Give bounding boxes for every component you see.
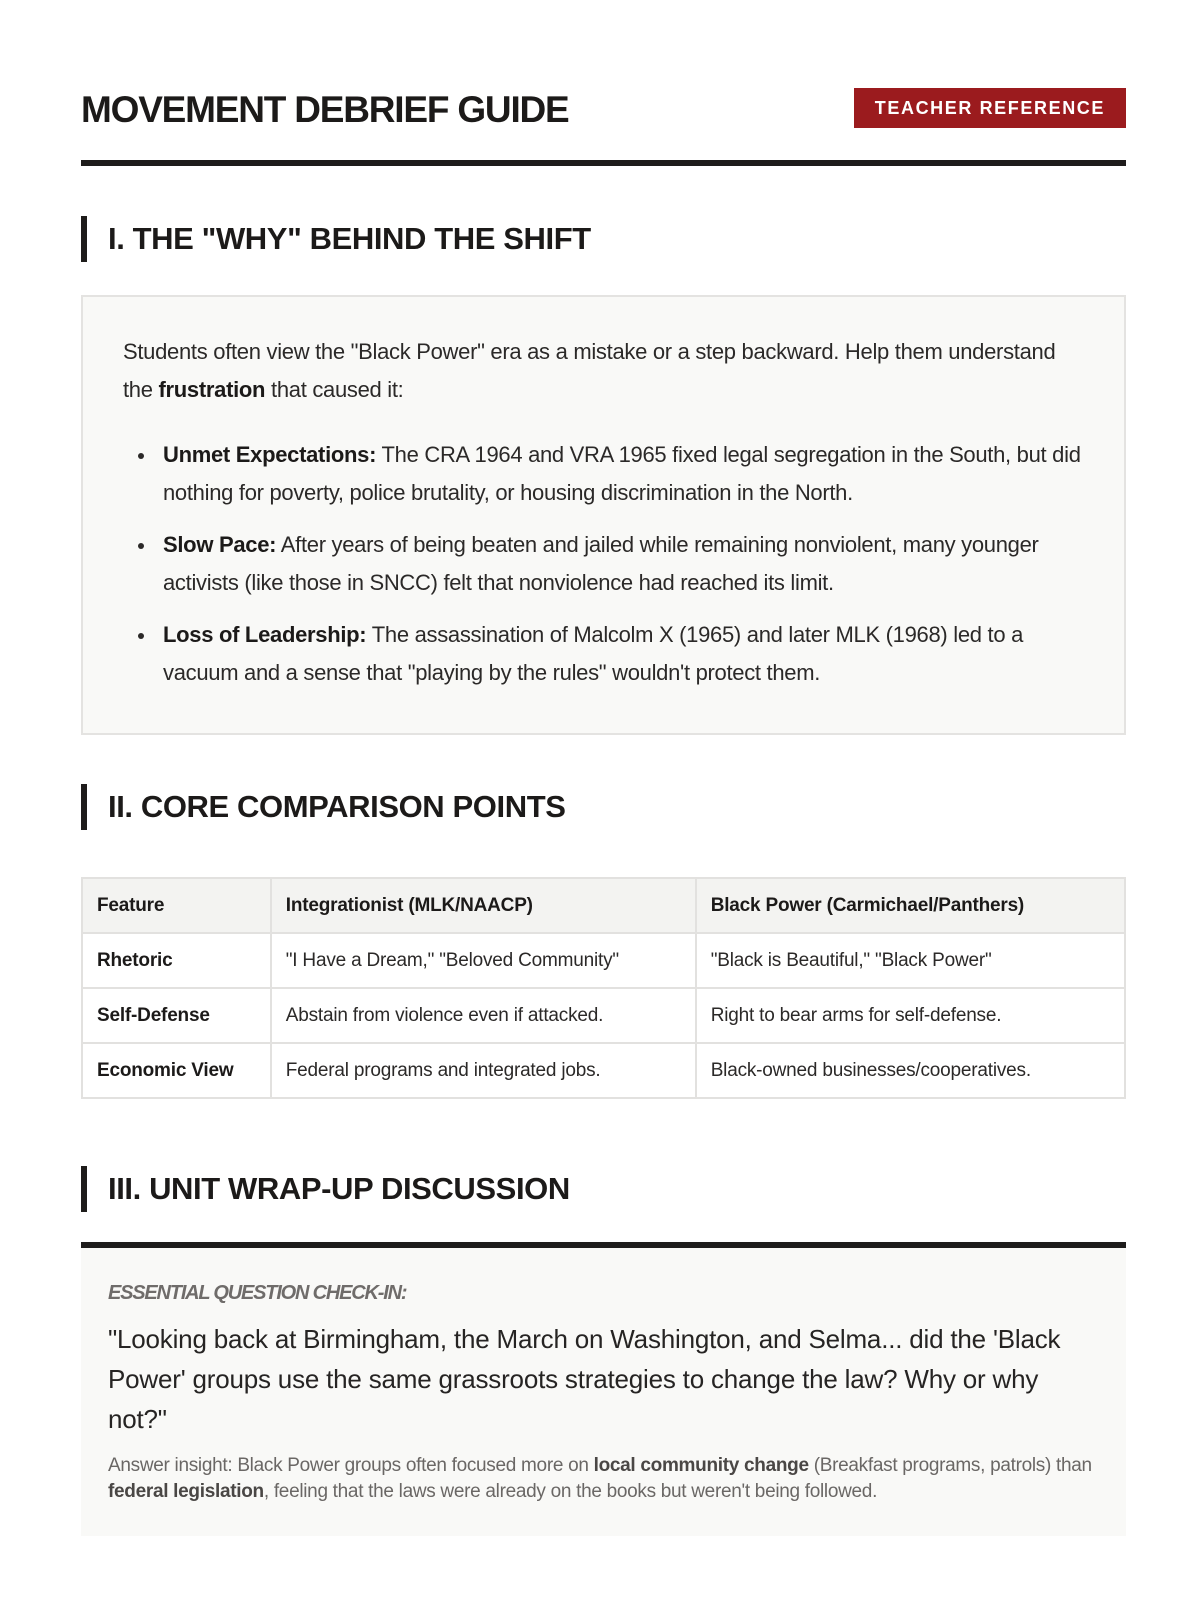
integrationist-cell: "I Have a Dream," "Beloved Community" xyxy=(271,933,696,988)
column-header-black-power: Black Power (Carmichael/Panthers) xyxy=(696,878,1125,933)
bullet-label: Unmet Expectations: xyxy=(163,442,377,467)
document-header xyxy=(81,84,1126,136)
column-header-feature: Feature xyxy=(82,878,271,933)
comparison-table xyxy=(81,877,1126,1099)
bullet-text: The assassination of Malcolm X (1965) and later MLK (1968) led to a vacuum and a sense that "playing by the rules" wouldn't protect them. xyxy=(163,622,1024,685)
black-power-cell: "Black is Beautiful," "Black Power" xyxy=(696,933,1125,988)
intro-text: Students often view the "Black Power" era as a mistake or a step backward. Help them understand the xyxy=(123,339,1056,402)
bullet-loss-of-leadership xyxy=(163,616,1084,692)
header-divider xyxy=(81,160,1126,166)
why-intro xyxy=(123,333,1084,409)
table-row xyxy=(82,933,1125,988)
table-header-row xyxy=(82,878,1125,933)
black-power-cell: Black-owned businesses/cooperatives. xyxy=(696,1043,1125,1098)
answer-text: (Breakfast programs, patrols) than xyxy=(808,1455,1092,1476)
feature-cell: Economic View xyxy=(82,1043,271,1098)
column-header-integrationist: Integrationist (MLK/NAACP) xyxy=(271,878,696,933)
answer-emphasis: federal legislation xyxy=(108,1481,264,1502)
feature-cell: Rhetoric xyxy=(82,933,271,988)
wrap-up-panel xyxy=(81,1242,1126,1536)
section-heading-comparison: II. CORE COMPARISON POINTS xyxy=(81,784,1126,830)
bullet-text: After years of being beaten and jailed while remaining nonviolent, many younger activists (like those in SNCC) felt that nonviolence had reached its limit. xyxy=(163,532,1039,595)
bullet-label: Loss of Leadership: xyxy=(163,622,367,647)
integrationist-cell: Abstain from violence even if attacked. xyxy=(271,988,696,1043)
section-heading-wrap-up: III. UNIT WRAP-UP DISCUSSION xyxy=(81,1166,1126,1212)
intro-text-end: that caused it: xyxy=(265,377,404,402)
document-title: MOVEMENT DEBRIEF GUIDE xyxy=(81,89,569,130)
integrationist-cell: Federal programs and integrated jobs. xyxy=(271,1043,696,1098)
why-bullet-list xyxy=(123,436,1084,692)
essential-question-label: ESSENTIAL QUESTION CHECK-IN: xyxy=(108,1282,407,1304)
feature-cell: Self-Defense xyxy=(82,988,271,1043)
table-row xyxy=(82,1043,1125,1098)
bullet-text: The CRA 1964 and VRA 1965 fixed legal segregation in the South, but did nothing for poverty, police brutality, or housing discrimination in the North. xyxy=(163,442,1081,505)
teacher-reference-badge: TEACHER REFERENCE xyxy=(854,88,1126,128)
bullet-label: Slow Pace: xyxy=(163,532,277,557)
answer-text: , feeling that the laws were already on the books but weren't being followed. xyxy=(263,1481,878,1502)
answer-text: Answer insight: Black Power groups often focused more on xyxy=(108,1455,594,1476)
table-row xyxy=(82,988,1125,1043)
answer-emphasis: local community change xyxy=(593,1455,809,1476)
answer-insight xyxy=(108,1453,1099,1505)
essential-question: "Looking back at Birmingham, the March on Washington, and Selma... did the 'Black Power' groups use the same grassroots strategies to change the law? Why or why not?" xyxy=(108,1324,1061,1434)
bullet-slow-pace xyxy=(163,526,1084,602)
black-power-cell: Right to bear arms for self-defense. xyxy=(696,988,1125,1043)
intro-emphasis: frustration xyxy=(158,377,266,402)
bullet-unmet-expectations xyxy=(163,436,1084,512)
why-panel xyxy=(81,295,1126,735)
section-heading-why: I. THE "WHY" BEHIND THE SHIFT xyxy=(81,216,1126,262)
